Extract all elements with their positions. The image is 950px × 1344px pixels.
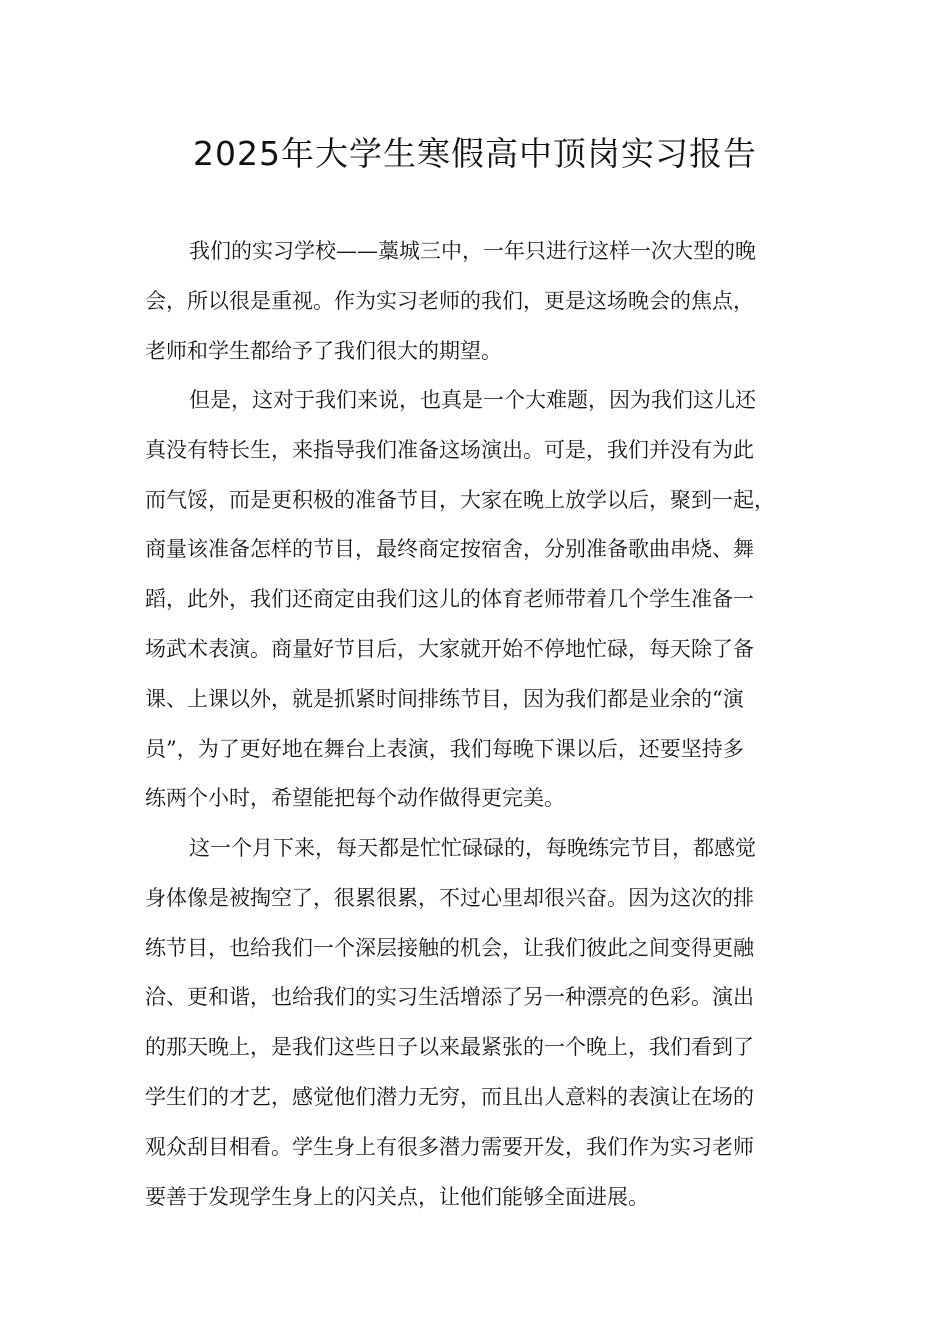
document-title: 2025年大学生寒假高中顶岗实习报告 (193, 134, 757, 173)
paragraph-2: 但是，这对于我们来说，也真是一个大难题，因为我们这儿还 真没有特长生，来指导我们准备这场演出。可是，我们并没有为此 而气馁，而是更积极的准备节目，大家在晚上放学以后，聚到一起， 商量该准备怎样的节目，最终商定按宿舍，分别准备歌曲串烧、舞 蹈，此外，我们还商定由我们这儿的体育老师带着几个学生准备一 场武术表演。商量好节目后，大家就开始不停地忙碌，每天除了备 课、上课以外，就是抓紧时间排练节目，因为我们都是业余的“演 员”，为了更好地在舞台上表演，我们每晚下课以后，还要坚持多 练两个小时，希望能把每个动作做得更完美。 (145, 388, 775, 811)
paragraph-3: 这一个月下来，每天都是忙忙碌碌的，每晚练完节目，都感觉 身体像是被掏空了，很累很累，不过心里却很兴奋。因为这次的排 练节目，也给我们一个深层接触的机会，让我们彼此之间变得更融 洽、更和谐，也给我们的实习生活增添了另一种漂亮的色彩。演出 的那天晚上，是我们这些日子以来最紧张的一个晚上，我们看到了 学生们的才艺，感觉他们潜力无穷，而且出人意料的表演让在场的 观众刮目相看。学生身上有很多潜力需要开发，我们作为实习老师 要善于发现学生身上的闪关点，让他们能够全面进展。 (145, 836, 756, 1209)
paragraph-1: 我们的实习学校——藁城三中，一年只进行这样一次大型的晚 会，所以很是重视。作为实习老师的我们，更是这场晚会的焦点， 老师和学生都给予了我们很大的期望。 (145, 239, 756, 363)
